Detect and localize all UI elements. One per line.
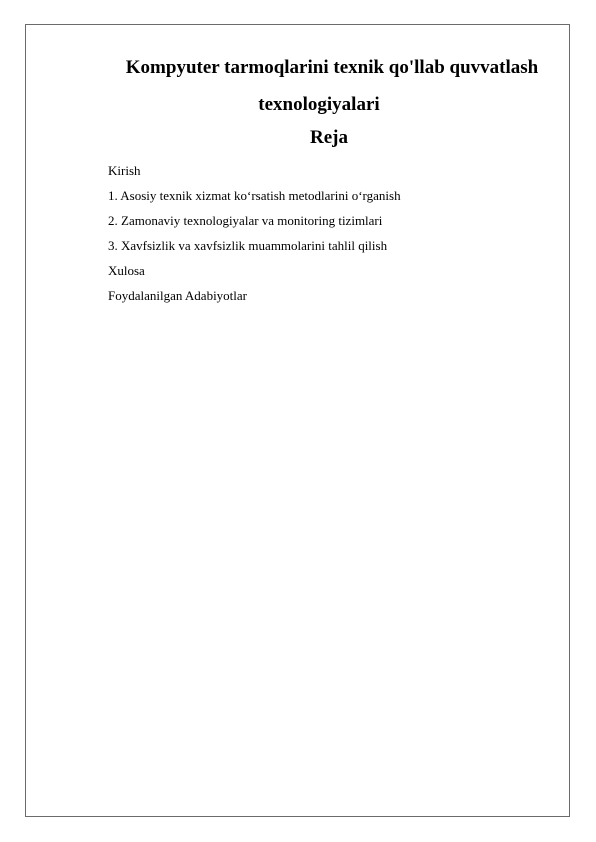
document-title-line-2: texnologiyalari [258,94,380,115]
document-title-line-1: Kompyuter tarmoqlarini texnik qo'llab quvvatlash [125,57,539,78]
plan-heading: Reja [310,127,348,148]
plan-item-2: 2. Zamonaviy texnologiyalar va monitoring tizimlari [108,213,383,228]
plan-item-references: Foydalanilgan Adabiyotlar [108,288,248,303]
plan-item-introduction: Kirish [108,163,141,178]
plan-list [108,158,401,308]
plan-item-3: 3. Xavfsizlik va xavfsizlik muammolarini tahlil qilish [108,238,388,253]
plan-item-1: 1. Asosiy texnik xizmat ko‘rsatish metodlarini o‘rganish [108,188,401,203]
plan-item-conclusion: Xulosa [108,263,145,278]
